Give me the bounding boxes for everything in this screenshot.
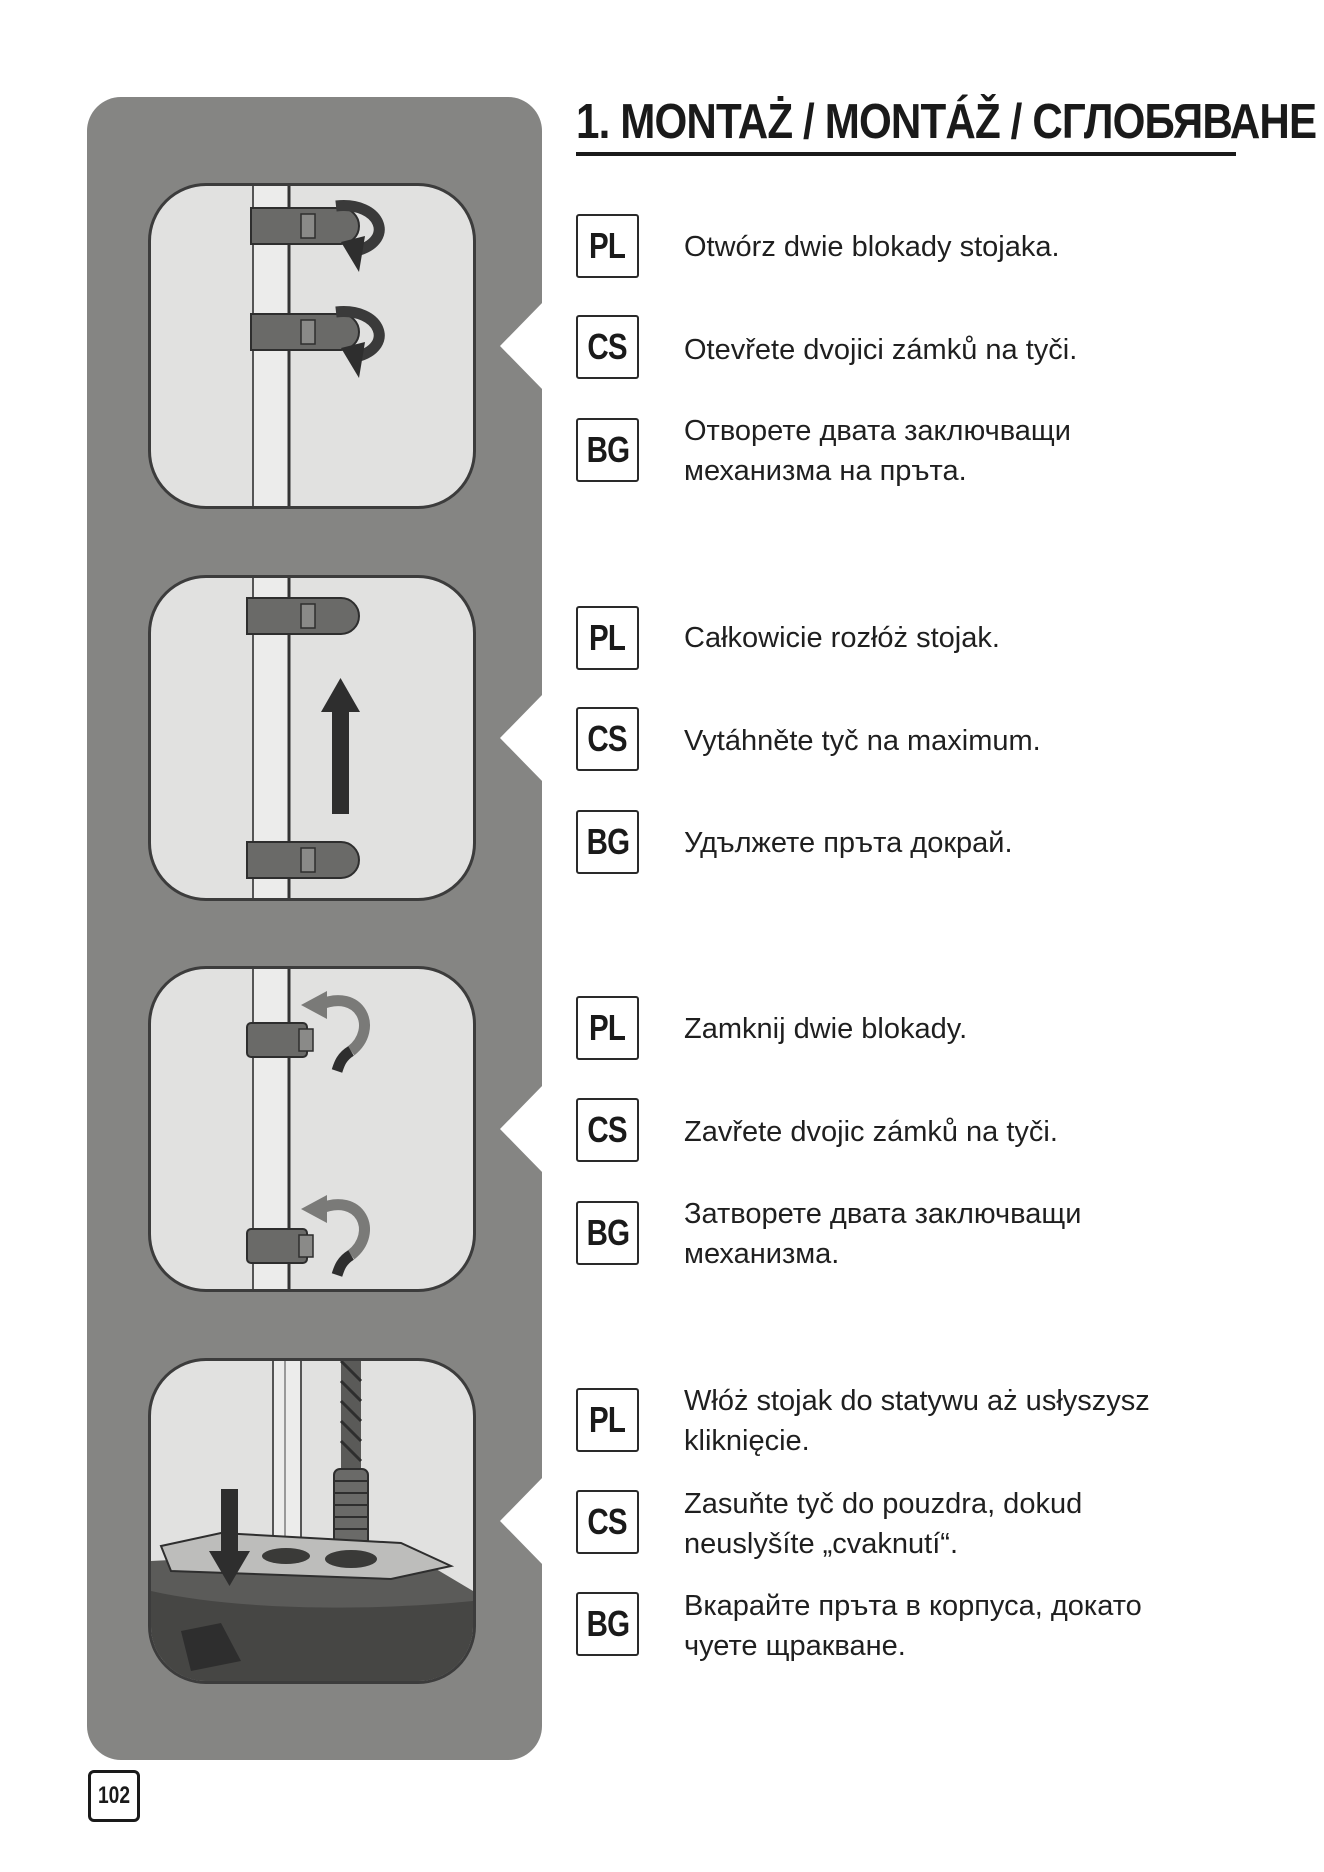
panel-pointer [500, 1476, 544, 1566]
panel-pointer [500, 301, 544, 391]
instruction-text: Zasuňte tyč do pouzdra, dokud neuslyšíte „cvaknutí“. [684, 1488, 1083, 1560]
language-badge-pl: PL [576, 996, 639, 1060]
instruction-text: Zavřete dvojic zámků na tyči. [684, 1116, 1058, 1148]
page-number: 102 [88, 1770, 140, 1822]
language-badge-bg: BG [576, 1201, 639, 1265]
instruction-text: Удължете пръта докрай. [684, 827, 1013, 859]
language-badge-pl: PL [576, 214, 639, 278]
language-badge-cs: CS [576, 1098, 639, 1162]
illustration-close-locks [148, 966, 476, 1292]
illustration-open-locks [148, 183, 476, 509]
illustration-insert-into-base [148, 1358, 476, 1684]
language-badge-bg: BG [576, 418, 639, 482]
language-badge-cs: CS [576, 315, 639, 379]
language-badge-bg: BG [576, 1592, 639, 1656]
panel-pointer [500, 1084, 544, 1174]
instruction-text: Włóż stojak do statywu aż usłyszysz kliknięcie. [684, 1385, 1150, 1457]
instruction-text: Całkowicie rozłóż stojak. [684, 622, 1000, 654]
instruction-text: Затворете двата заключващи механизма. [684, 1198, 1082, 1270]
language-badge-cs: CS [576, 1490, 639, 1554]
panel-pointer [500, 693, 544, 783]
instruction-text: Otwórz dwie blokady stojaka. [684, 231, 1060, 263]
language-badge-pl: PL [576, 1388, 639, 1452]
instruction-text: Vytáhněte tyč na maximum. [684, 725, 1041, 757]
page-title: 1. MONTAŻ / MONTÁŽ / СГЛОБЯВАНЕ [576, 95, 1317, 149]
language-badge-bg: BG [576, 810, 639, 874]
instruction-text: Otevřete dvojici zámků na tyči. [684, 334, 1078, 366]
title-underline [576, 152, 1236, 156]
language-badge-pl: PL [576, 606, 639, 670]
instruction-text: Вкарайте пръта в корпуса, докато чуете щракване. [684, 1590, 1142, 1662]
language-badge-cs: CS [576, 707, 639, 771]
illustration-extend-pole [148, 575, 476, 901]
instruction-text: Отворете двата заключващи механизма на пръта. [684, 415, 1071, 487]
instruction-text: Zamknij dwie blokady. [684, 1013, 968, 1045]
